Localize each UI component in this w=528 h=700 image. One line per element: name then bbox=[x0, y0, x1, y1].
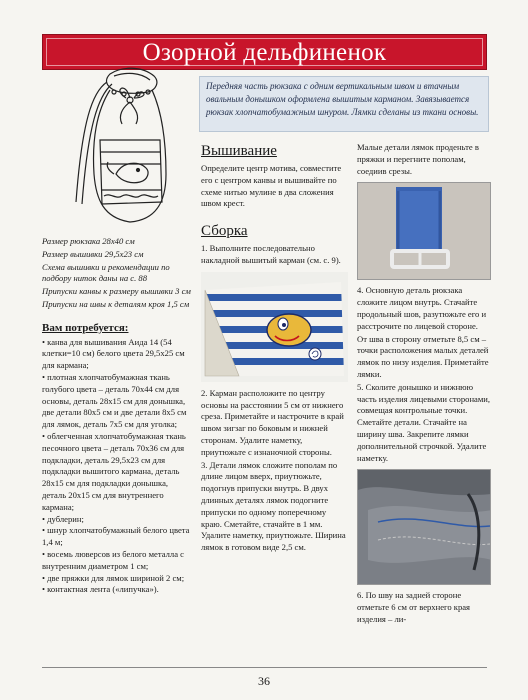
assembly-step-4: 4. Основную деталь рюкзака сложите лицом внутрь. Стачайте продольный шов, разутюжьте его и расстрочите по лицевой стороне. bbox=[357, 285, 487, 331]
seam-photo bbox=[357, 469, 491, 585]
intro-description: Передняя часть рюкзака с одним вертикальным швом и втачным овальным донышком оформлена вышитым карманом. Завязывается рюкзак хлопчатобумажным шнуром. Лямки сделаны из ткани основы. bbox=[199, 76, 489, 132]
assembly-step-6: 6. По шву на задней стороне отметьте 6 см от верхнего края изделия – ли- bbox=[357, 590, 471, 624]
right-column bbox=[357, 142, 491, 627]
spec-embroidery-size: Размер вышивки 29,5х23 см bbox=[42, 248, 144, 259]
backpack-sketch-image bbox=[52, 62, 194, 232]
middle-column bbox=[201, 142, 347, 555]
footer-rule bbox=[42, 667, 487, 668]
materials-list bbox=[42, 337, 192, 597]
pocket-photo bbox=[201, 272, 348, 382]
assembly-step-4-note: От шва в сторону отметьте 8,5 см – точки расположения малых деталей лямок по низу изделия. Приметайте лямки. bbox=[357, 333, 489, 379]
left-column bbox=[42, 236, 192, 596]
assembly-step-2: 2. Карман расположите по центру основы на расстоянии 5 см от нижнего среза. Приметайте и настрочите в край швом зигзаг по боковым и нижней сторонам. Удалите наметку, приутюжьте с изнаночной стороны. bbox=[201, 387, 344, 457]
assembly-step-1: 1. Выполните последовательно накладной вышитый карман (см. с. 9). bbox=[201, 243, 341, 265]
embroidery-text: Определите центр мотива, совместите его с центром канвы и вышивайте по схеме нитью мулине в два сложения швом крест. bbox=[201, 163, 342, 209]
materials-item: • контактная лента («липучка»). bbox=[42, 584, 192, 596]
materials-item: • восемь люверсов из белого металла с внутренним диаметром 1 см; bbox=[42, 549, 192, 573]
spec-backpack-size: Размер рюкзака 28х40 см bbox=[42, 236, 135, 246]
strap-buckle-photo bbox=[357, 182, 491, 280]
spec-canvas-allowance: Припуски канвы к размеру вышивки 3 см bbox=[42, 286, 191, 297]
embroidery-heading: Вышивание bbox=[201, 143, 277, 159]
spec-seam-allowance: Припуски на швы к деталям кроя 1,5 см bbox=[42, 298, 190, 309]
materials-item: • две пряжки для лямок шириной 2 см; bbox=[42, 573, 192, 585]
assembly-step-3: 3. Детали лямок сложите пополам по длине лицом вверх, приутюжьте, подогнув припуски внутрь. В двух длинных деталях лямок подогните припуски по одному поперечному краю. Сметайте, стачайте в 1 мм. Удалите наметку, приутюжьте. Ширина лямок в готовом виде 2,5 см. bbox=[201, 459, 346, 553]
strap-buckle-text: Малые детали лямок проденьте в пряжки и перегните пополам, соедиив срезы. bbox=[357, 142, 479, 176]
materials-item: • шнур хлопчатобумажный белого цвета 1,4 м; bbox=[42, 525, 192, 549]
materials-heading: Вам потребуется: bbox=[42, 321, 129, 334]
page-title: Озорной дельфиненок bbox=[142, 39, 387, 66]
spec-scheme-note: Схема вышивки и рекомендации по подбору ниток даны на с. 88 bbox=[42, 261, 170, 284]
assembly-step-5: 5. Сколите донышко и нижнюю часть изделия лицевыми сторонами, совмещая контрольные точки. Сметайте детали. Стачайте на ширину шва. Закрепите лямки дополнительной строчкой. Удалите наметку. bbox=[357, 381, 491, 463]
assembly-heading: Сборка bbox=[201, 223, 248, 240]
page-number: 36 bbox=[258, 674, 270, 688]
materials-item: • облегченная хлопчатобумажная ткань песочного цвета – деталь 70х36 см для подкладки, деталь 29,5х23 см для подкладки вышитого кармана, деталь 28х15 см для подкладки донышка, деталь 20х15 см для внутреннего кармана; bbox=[42, 431, 192, 514]
materials-item: • дублерин; bbox=[42, 514, 192, 526]
materials-item: • плотная хлопчатобумажная ткань голубого цвета – деталь 70х44 см для основы, деталь 28х15 см для донышка, две детали 80х5 см и две детали 8х5 см для лямок, деталь 7х5 см для уголка; bbox=[42, 372, 192, 431]
materials-item: • канва для вышивания Аида 14 (54 клетки=10 см) белого цвета 29,5х25 см для кармана; bbox=[42, 337, 192, 372]
